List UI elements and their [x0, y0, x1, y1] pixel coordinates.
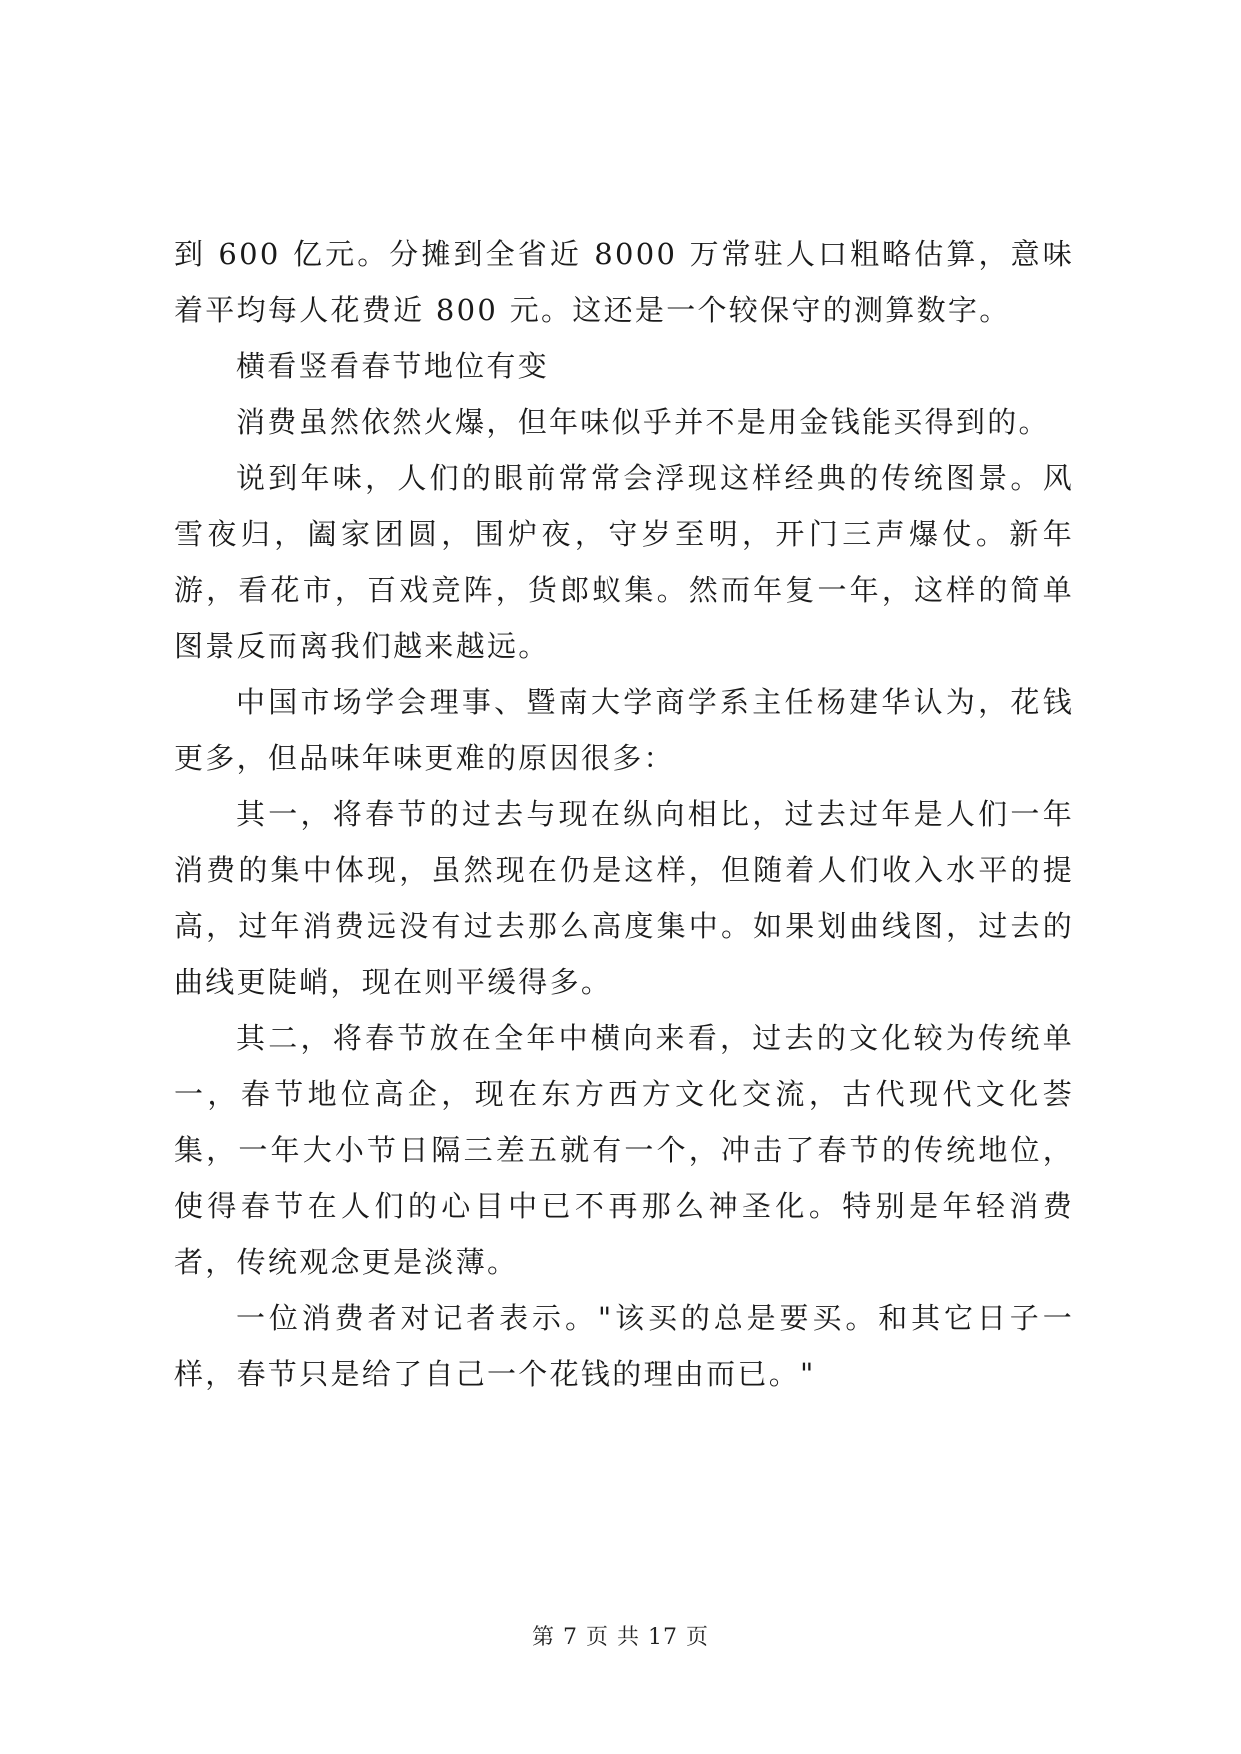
paragraph: 其一，将春节的过去与现在纵向相比，过去过年是人们一年消费的集中体现，虽然现在仍是这样，但随着人们收入水平的提高，过年消费远没有过去那么高度集中。如果划曲线图，过去的曲线更陡峭，现在则平缓得多。 [174, 797, 1074, 999]
page-number-footer: 第 7 页 共 17 页 [532, 1625, 709, 1650]
paragraph: 其二，将春节放在全年中横向来看，过去的文化较为传统单一，春节地位高企，现在东方西方文化交流，古代现代文化荟集，一年大小节日隔三差五就有一个，冲击了春节的传统地位，使得春节在人们的心目中已不再那么神圣化。特别是年轻消费者，传统观念更是淡薄。 [174, 1021, 1074, 1279]
paragraph: 一位消费者对记者表示。"该买的总是要买。和其它日子一样，春节只是给了自己一个花钱的理由而已。" [174, 1301, 1074, 1391]
paragraph: 中国市场学会理事、暨南大学商学系主任杨建华认为，花钱更多，但品味年味更难的原因很多： [174, 685, 1074, 775]
document-body [174, 226, 1074, 1402]
paragraph: 消费虽然依然火爆，但年味似乎并不是用金钱能买得到的。 [236, 405, 1050, 439]
paragraph: 说到年味，人们的眼前常常会浮现这样经典的传统图景。风雪夜归，阖家团圆，围炉夜，守岁至明，开门三声爆仗。新年游，看花市，百戏竞阵，货郎蚁集。然而年复一年，这样的简单图景反而离我们越来越远。 [174, 461, 1074, 663]
section-heading: 横看竖看春节地位有变 [236, 349, 550, 383]
paragraph-continuation: 到 600 亿元。分摊到全省近 8000 万常驻人口粗略估算，意味着平均每人花费近 800 元。这还是一个较保守的测算数字。 [174, 237, 1074, 327]
